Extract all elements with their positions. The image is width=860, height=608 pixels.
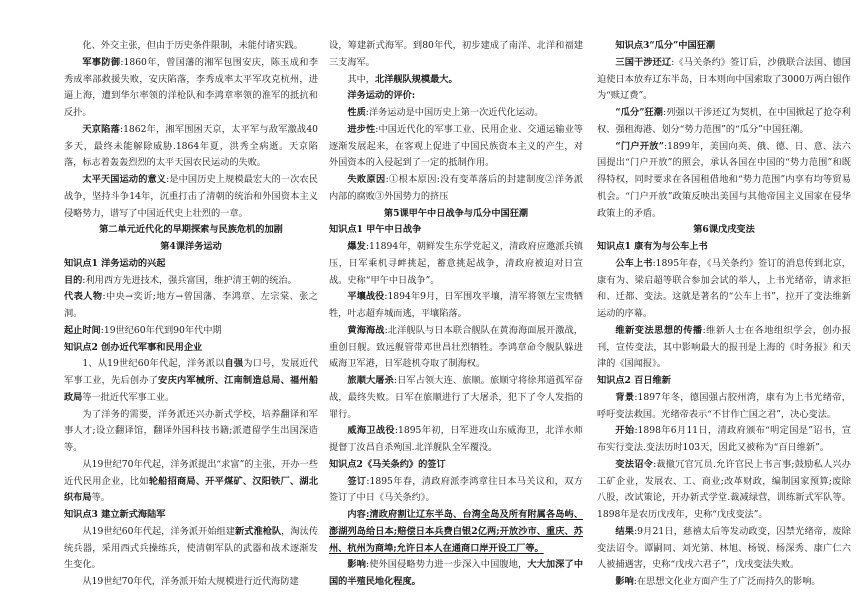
term: 爆发: [347, 241, 366, 252]
term: 影响: [615, 576, 634, 587]
term: 轮船招商局、开平煤矿、汉阳铁厂、湖北织布局: [64, 475, 319, 504]
paragraph: [64, 524, 318, 574]
paragraph: [329, 122, 583, 172]
term: 开始: [615, 425, 635, 437]
paragraph: [64, 356, 318, 406]
term: “门户开放”: [615, 140, 664, 152]
text: 为口号，发展近代军事工业，先后创办了: [64, 358, 319, 386]
term: 太平天国运动的意义: [82, 174, 167, 185]
text: 从19世纪70年代起，洋务派提出“求富”的主张，开办一些近代民用企业，比如: [64, 458, 318, 487]
knowledge-point-heading: 知识点1 洋务运动的兴起: [64, 257, 166, 269]
paragraph: [597, 105, 851, 139]
column-middle: [329, 38, 583, 591]
paragraph: [329, 323, 583, 373]
term: 天京陷落: [82, 123, 120, 135]
paragraph: [329, 172, 583, 206]
term: 自强: [224, 358, 244, 370]
term: 威海卫战役: [347, 425, 395, 437]
paragraph: [597, 390, 851, 424]
paragraph: 化、外交主张，但由于历史条件限制，未能付诸实践。: [82, 40, 303, 51]
text: :19世纪60年代到90年代中期: [100, 324, 222, 336]
knowledge-point-heading: 知识点2《马关条约》的签订: [329, 458, 446, 470]
term: 维新变法思想的传播: [615, 324, 703, 336]
paragraph: [597, 457, 851, 524]
text: :1897年冬，德国强占胶州湾，康有为上书光绪帝，呼吁变法救国。光绪帝表示“不甘作亡国之君”，决心变法。: [597, 391, 851, 420]
term: 新式淮枪队: [235, 525, 282, 537]
text: :裁撤冗官冗员.允许官民上书言事;鼓励私人兴办工矿企业，发展农、工、商业;改革财政，编制国家预算;废除八股，改试策论，开办新式学堂.裁减绿营，训练新式军队等。1898年是农历戊戌年，史称“戊戌变法”。: [597, 458, 851, 520]
term: 起止时间: [64, 324, 101, 336]
term: 三国干涉还辽: [615, 56, 672, 68]
underlined-text: :清政府割让辽东半岛、台湾全岛及所有附属各岛屿、澎湖列岛给日本;赔偿日本兵费白银2亿两;开放沙市、重庆、苏州、杭州为商埠;允许日本人在通商口岸开设工厂等。: [329, 509, 584, 554]
text: :9月21日，慈禧太后等发动政变，囚禁光绪帝，废除变法诏令。谭嗣同、刘光第、林旭、杨锐、杨深秀、康广仁六人被捕遇害，史称“戊戌六君子”，戊戌变法失败。: [597, 525, 851, 571]
term: 黄海海战: [347, 324, 385, 336]
text: :维新人士在各地组织学会，创办报刊，宣传变法，其中影响最大的报刊是上海的《时务报》和天津的《国闻报》。: [597, 324, 851, 370]
text: :11894年，朝鲜发生东学党起义，清政府应邀派兵镇压，日军乘机寻衅挑起，蓄意挑起战争，清政府被迫对日宣战。史称“甲午中日战争”。: [329, 241, 583, 286]
text: :①根本原因:没有变革落后的封建制度②洋务派内部的腐败③外国势力的挤压: [329, 174, 583, 202]
text: :1895年春，清政府派李鸿章往日本马关议和，双方签订了中日《马关条约》。: [329, 475, 583, 504]
paragraph: [329, 557, 583, 591]
paragraph: [329, 289, 583, 323]
term: 旅顺大屠杀: [347, 375, 394, 386]
text: :1898年6月11日，清政府颁布“明定国是”诏书，宣布实行变法.变法历时103天，因此又被称为“百日维新”。: [597, 425, 852, 453]
paragraph: [64, 172, 318, 222]
term: 失败原因: [347, 174, 386, 185]
text: :1895年春，《马关条约》签订的消息传到北京，康有为、梁启超等联合参加会试的举人，上书光绪帝，请求拒和、迁都、变法。这就是著名的“公车上书”，拉开了变法维新运动的序幕。: [597, 257, 851, 319]
term: 安庆内军械所、江南制造总局、福州船政局: [64, 375, 319, 403]
term: 平壤战役: [347, 291, 385, 303]
lesson-heading: 第5课甲午中日战争与瓜分中国狂潮: [383, 207, 529, 219]
text: :利用西方先进技术，强兵富国，维护清王朝的统治。: [82, 274, 297, 286]
text: :1860年，曾国藩的湘军包围安庆，陈玉成和李秀成率部救援失败，安庆陷落，李秀成率太平军攻克杭州，进逼上海，遭到华尔率领的洋枪队和李鸿章率领的淮军的抵抗和反扑。: [64, 56, 319, 118]
text: :1894年9月，日军围攻平壤，清军将领左宝贵牺牲，叶志超弃城而逃，平壤陷落。: [329, 291, 583, 319]
text: :1895年初，日军进攻山东威海卫，北洋水师提督丁汝昌自杀殉国.北洋舰队全军覆没。: [329, 425, 583, 453]
text: 等一批近代军事工业。: [82, 391, 175, 403]
term: 结果: [615, 525, 635, 537]
term: 性质: [347, 107, 366, 118]
paragraph: [64, 323, 318, 340]
text: 等。: [91, 492, 110, 504]
knowledge-point-heading: 知识点1 甲午中日战争: [329, 224, 422, 236]
term: 变法诏令: [615, 458, 654, 470]
paragraph: [597, 323, 851, 373]
paragraph: [597, 55, 851, 105]
text: 从19世纪60年代起，洋务派开始组建: [82, 525, 236, 537]
paragraph: 设，筹建新式海军。到80年代，初步建成了南洋、北洋和福建三支海军。: [329, 40, 583, 68]
term: 大大加深了中国的半殖民地化程度。: [329, 559, 583, 587]
text: :《马关条约》签订后，沙俄联合法国、德国迫使日本放弃辽东半岛，日本则向中国索取了3000万两白银作为“赎辽费”。: [597, 56, 851, 102]
knowledge-point-heading: 知识点3“瓜分”中国狂潮: [615, 40, 716, 51]
lesson-heading: 第4课洋务运动: [160, 241, 222, 252]
paragraph: [329, 105, 583, 122]
paragraph: [597, 256, 851, 323]
paragraph: [329, 507, 583, 557]
paragraph: 从19世纪70年代，洋务派开始大规模进行近代海防建: [82, 576, 299, 587]
term: 军事防御: [82, 56, 121, 68]
text: :列强以干涉还辽为契机，在中国掀起了抢夺利权、强租海港、划分“势力范围”的“瓜分”中国狂潮。: [597, 107, 851, 135]
term: 公车上书: [615, 257, 653, 269]
paragraph: [597, 423, 851, 457]
text: 其中，: [347, 73, 375, 85]
paragraph: [329, 72, 583, 89]
text: :日军占领大连、旅顺。旅顺守将徐邦道孤军奋战，最终失败。日军在旅顺进行了大屠杀，犯下了令人发指的罪行。: [329, 375, 583, 420]
lesson-heading: 第6课戊戌变法: [693, 224, 755, 236]
subheading: 洋务运动的评价:: [347, 90, 416, 102]
paragraph: [597, 574, 851, 591]
term: 北洋舰队规模最大。: [374, 73, 458, 85]
paragraph: [64, 55, 318, 122]
knowledge-point-heading: 知识点2 创办近代军事和民用企业: [64, 341, 203, 353]
term: 目的: [64, 274, 83, 286]
text: :中央→奕䜣;地方→曾国藩、李鸿章、左宗棠、张之洞。: [64, 291, 318, 319]
term: 内容: [347, 509, 366, 520]
text: :是中国历史上规模最宏大的一次农民战争，坚持斗争14年，沉重打击了清朝的统治和外国资本主义侵略势力，谱写了中国近代史上壮烈的一章。: [64, 174, 318, 219]
paragraph: [64, 273, 318, 290]
text: :使外国侵略势力进一步深入中国腹地，: [366, 559, 528, 571]
paragraph: [329, 373, 583, 423]
text: :1862年，湘军围困天京，太平军与敌军激战40多天，最终未能解除威胁.1864年夏，洪秀全病逝。天京陷落，标志着轰轰烈烈的太平天国农民运动的失败。: [64, 123, 319, 169]
paragraph: [64, 122, 318, 172]
text: :中国近代化的军事工业、民用企业、交通运输业等逐渐发展起来，在客观上促进了中国民族资本主义的产生，对外国资本的入侵起到了一定的抵制作用。: [329, 123, 583, 169]
term: “瓜分”狂潮: [615, 107, 664, 118]
text: :洋务运动是中国历史上第一次近代化运动。: [365, 107, 544, 118]
knowledge-point-heading: 知识点3 建立新式海陆军: [64, 509, 166, 520]
paragraph: [597, 139, 851, 223]
knowledge-point-heading: 知识点2 百日维新: [597, 375, 671, 386]
text: :在思想文化业方面产生了广泛而持久的影响。: [633, 576, 821, 587]
text: ，淘汰传统兵器，采用西式兵操练兵，使清朝军队的武器和战术逐渐发生变化。: [64, 525, 319, 571]
paragraph: [329, 474, 583, 508]
paragraph: 为了洋务的需要，洋务派还兴办新式学校，培养翻译和军事人才;设立翻译馆，翻译外国科技书籍;派遣留学生出国深造等。: [64, 408, 318, 453]
column-left: [64, 38, 318, 591]
paragraph: [64, 289, 318, 323]
column-right: [597, 38, 851, 591]
paragraph: [329, 239, 583, 289]
paragraph: [329, 423, 583, 457]
text: :1899年，美国向英、俄、德、日、意、法六国提出“门户开放”的照会，承认各国在中国的“势力范围”和既得特权，同时要求在各国租借地和“势力范围”内享有均等贸易机会。“门户开放”政策反映出美国与其他帝国主义国家在侵华政策上的矛盾。: [597, 140, 851, 219]
term: 签订: [347, 475, 367, 487]
paragraph: [597, 524, 851, 574]
text: :北洋舰队与日本联合舰队在黄海海面展开激战，重创日舰。致远舰管带邓世昌壮烈牺牲。李鸿章命令舰队躲进威海卫军港，日军趁机夺取了制海权。: [329, 324, 583, 370]
knowledge-point-heading: 知识点1 康有为与公车上书: [597, 241, 708, 252]
unit-heading: 第二单元近代化的早期探索与民族危机的加剧: [99, 224, 283, 236]
term: 背景: [615, 391, 635, 403]
paragraph: [64, 457, 318, 507]
term: 代表人物: [64, 291, 103, 303]
text: 1、从19世纪60年代起，洋务派以: [82, 358, 225, 370]
term: 进步性: [347, 123, 376, 135]
term: 影响: [347, 559, 366, 571]
